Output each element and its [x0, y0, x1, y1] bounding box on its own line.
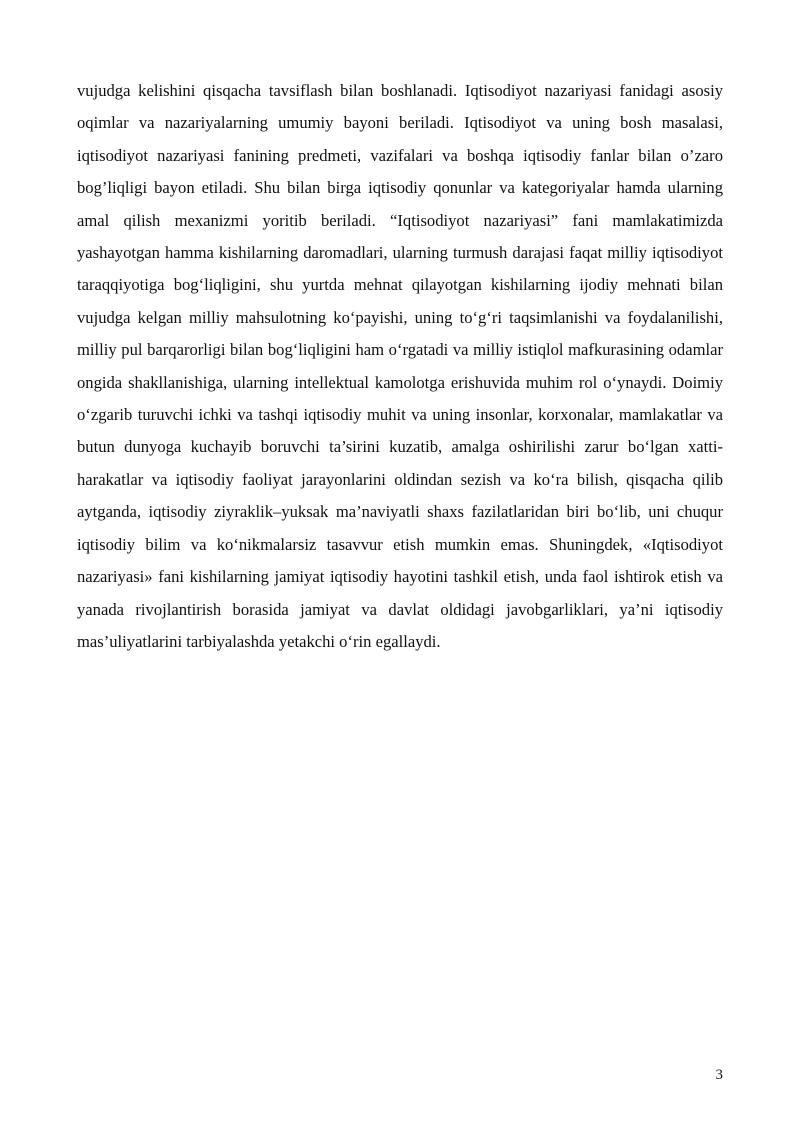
- body-paragraph: vujudga kelishini qisqacha tavsiflash bilan boshlanadi. Iqtisodiyot nazariyasi fanidagi asosiy oqimlar va nazariyalarning umumiy bayoni beriladi. Iqtisodiyot va uning bosh masalasi, iqtisodiyot nazariyasi fanining predmeti, vazifalari va boshqa iqtisodiy fanlar bilan o’zaro bog’liqligi bayon etiladi. Shu bilan birga iqtisodiy qonunlar va kategoriyalar hamda ularning amal qilish mexanizmi yoritib beriladi. “Iqtisodiyot nazariyasi” fani mamlakatimizda yashayotgan hamma kishilarning daromadlari, ularning turmush darajasi faqat milliy iqtisodiyot taraqqiyotiga bog‘liqligini, shu yurtda mehnat qilayotgan kishilarning ijodiy mehnati bilan vujudga kelgan milliy mahsulotning ko‘payishi, uning to‘g‘ri taqsimlanishi va foydalanilishi, milliy pul barqarorligi bilan bog‘liqligini ham o‘rgatadi va milliy istiqlol mafkurasining odamlar ongida shakllanishiga, ularning intellektual kamolotga erishuvida muhim rol o‘ynaydi. Doimiy o‘zgarib turuvchi ichki va tashqi iqtisodiy muhit va uning insonlar, korxonalar, mamlakatlar va butun dunyoga kuchayib boruvchi ta’sirini kuzatib, amalga oshirilishi zarur bo‘lgan xatti-harakatlar va iqtisodiy faoliyat jarayonlarini oldindan sezish va ko‘ra bilish, qisqacha qilib aytganda, iqtisodiy ziyraklik–yuksak ma’naviyatli shaxs fazilatlaridan biri bo‘lib, uni chuqur iqtisodiy bilim va ko‘nikmalarsiz tasavvur etish mumkin emas. Shuningdek, «Iqtisodiyot nazariyasi» fani kishilarning jamiyat iqtisodiy hayotini tashkil etish, unda faol ishtirok etish va yanada rivojlantirish borasida jamiyat va davlat oldidagi javobgarliklari, ya’ni iqtisodiy mas’uliyatlarini tarbiyalashda yetakchi o‘rin egallaydi.: [77, 81, 723, 651]
- page-number: 3: [715, 1067, 723, 1083]
